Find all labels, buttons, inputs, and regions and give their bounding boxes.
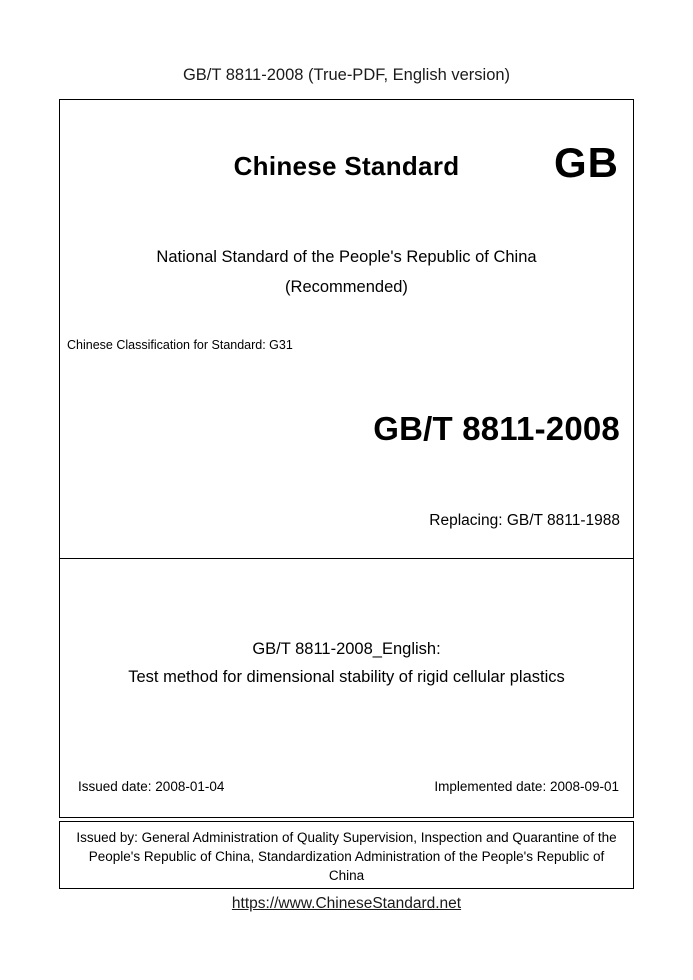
issued-by-box: Issued by: General Administration of Quality Supervision, Inspection and Quarantine of the People's Republic of China, Standardization Administration of the People's Republic of China	[59, 821, 634, 889]
cover-frame	[59, 99, 634, 818]
standard-number: GB/T 8811-2008	[373, 410, 620, 447]
classification-text: Chinese Classification for Standard: G31	[67, 338, 293, 352]
english-title-label: GB/T 8811-2008_English:	[252, 640, 441, 658]
implemented-date: Implemented date: 2008-09-01	[434, 779, 619, 794]
website-link[interactable]	[0, 895, 693, 913]
cover-upper-section	[60, 100, 633, 559]
gb-logo: GB	[554, 139, 619, 186]
subtitle-recommended: (Recommended)	[285, 278, 408, 296]
document-header-line: GB/T 8811-2008 (True-PDF, English version)	[182, 66, 511, 84]
subtitle-national-standard: National Standard of the People's Republic of China	[156, 248, 537, 266]
website-link-text[interactable]: https://www.ChineseStandard.net	[231, 895, 462, 912]
cover-lower-section	[60, 559, 633, 817]
issued-date: Issued date: 2008-01-04	[78, 779, 225, 794]
page-title: Chinese Standard	[233, 151, 460, 181]
english-title-text: Test method for dimensional stability of rigid cellular plastics	[128, 668, 565, 686]
replacing-text: Replacing: GB/T 8811-1988	[429, 512, 620, 529]
